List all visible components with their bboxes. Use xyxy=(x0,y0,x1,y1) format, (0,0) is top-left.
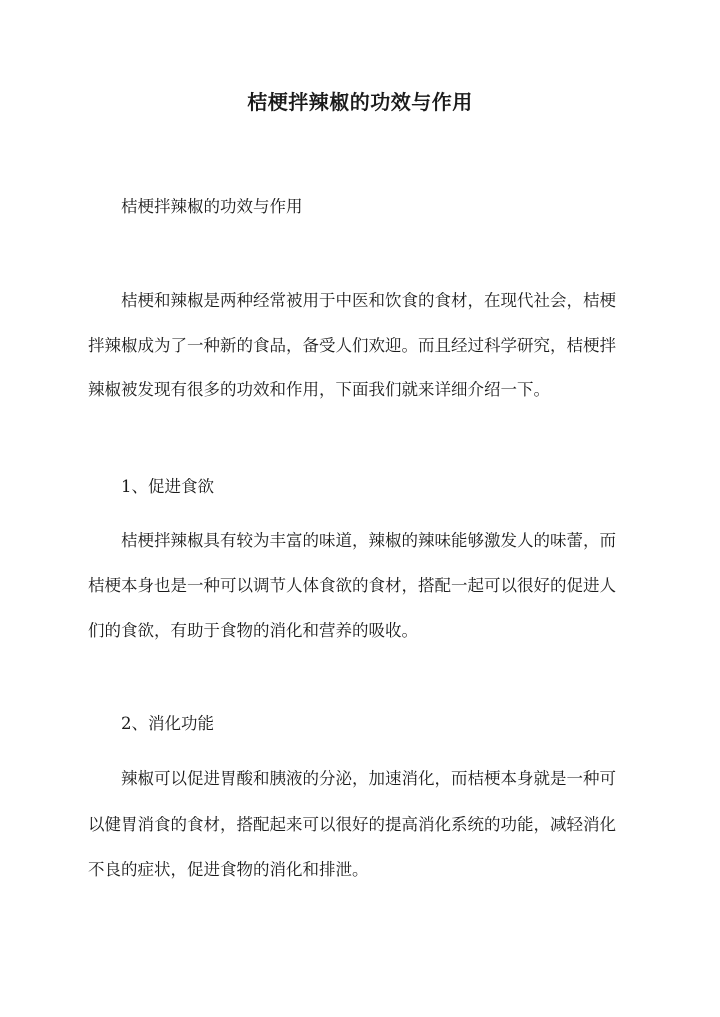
section-1-line-3: 们的食欲，有助于食物的消化和营养的吸收。 xyxy=(88,621,418,640)
intro-line-1: 桔梗和辣椒是两种经常被用于中医和饮食的食材，在现代社会，桔梗 xyxy=(121,291,616,310)
section-1-heading: 1、促进食欲 xyxy=(121,477,214,496)
section-2-line-2: 以健胃消食的食材，搭配起来可以很好的提高消化系统的功能，减轻消化 xyxy=(88,815,616,834)
section-2-line-1: 辣椒可以促进胃酸和胰液的分泌，加速消化，而桔梗本身就是一种可 xyxy=(121,769,616,788)
section-1-line-1: 桔梗拌辣椒具有较为丰富的味道，辣椒的辣味能够激发人的味蕾，而 xyxy=(121,531,616,550)
section-2-line-3: 不良的症状，促进食物的消化和排泄。 xyxy=(88,860,369,879)
document-title: 桔梗拌辣椒的功效与作用 xyxy=(247,90,473,114)
intro-line-2: 拌辣椒成为了一种新的食品，备受人们欢迎。而且经过科学研究，桔梗拌 xyxy=(88,336,616,355)
intro-line-3: 辣椒被发现有很多的功效和作用，下面我们就来详细介绍一下。 xyxy=(88,380,550,399)
document-subtitle: 桔梗拌辣椒的功效与作用 xyxy=(121,197,303,216)
section-2-heading: 2、消化功能 xyxy=(121,714,214,733)
section-1-line-2: 桔梗本身也是一种可以调节人体食欲的食材，搭配一起可以很好的促进人 xyxy=(88,576,616,595)
